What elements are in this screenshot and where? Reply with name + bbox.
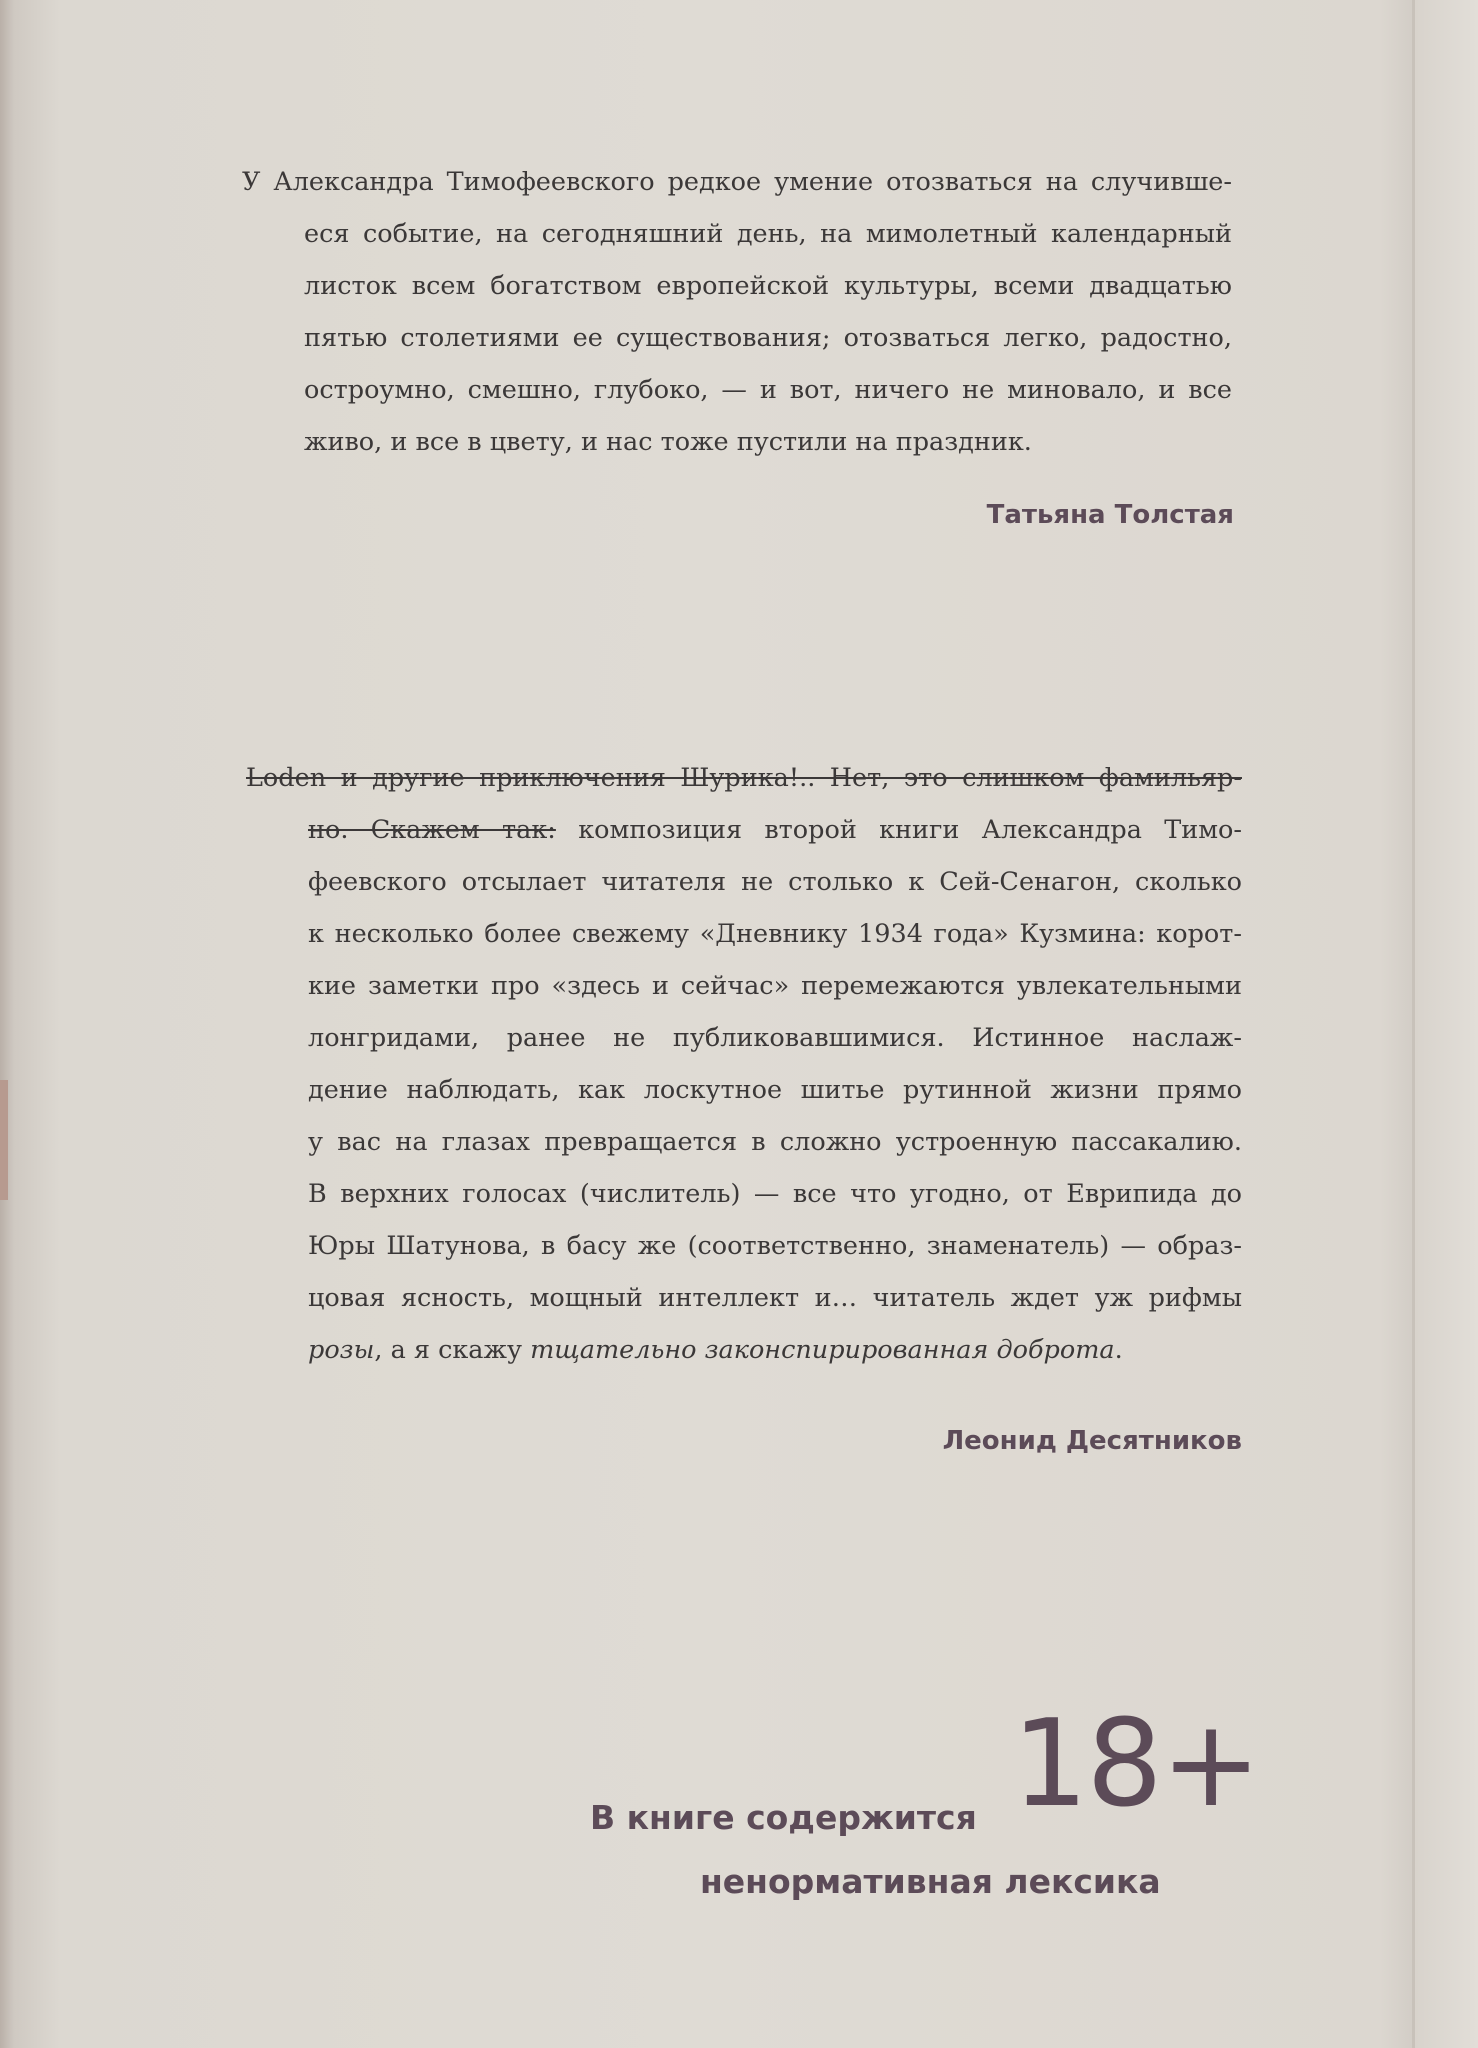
left-edge-tint xyxy=(0,1080,8,1200)
quote-line: цовая ясность, мощный интеллект и… читатель ждет уж рифмы xyxy=(308,1283,1242,1313)
quote-text: , а я скажу xyxy=(374,1335,531,1365)
struck-text: но. Скажем так: xyxy=(308,815,556,845)
quote-line: кие заметки про «здесь и сейчас» перемежаются увлекательными xyxy=(308,971,1242,1001)
quote-line: к несколько более свежему «Дневнику 1934 года» Кузмина: корот- xyxy=(308,919,1242,949)
quote-line: у вас на глазах превращается в сложно устроенную пассакалию. xyxy=(308,1127,1242,1157)
quote-line: дение наблюдать, как лоскутное шитье рутинной жизни прямо xyxy=(308,1075,1242,1105)
quote-line: феевского отсылает читателя не столько к Сей-Сенагон, сколько xyxy=(308,867,1242,897)
age-rating: 18+ xyxy=(1012,1695,1260,1834)
quote-line: У Александра Тимофеевского редкое умение отозваться на случивше- xyxy=(242,167,1232,197)
age-warning-line-1: В книге содержится xyxy=(590,1798,977,1837)
quote-line: еся событие, на сегодняшний день, на мимолетный календарный xyxy=(304,219,1232,249)
page-edge-strip xyxy=(1415,0,1478,2048)
quote-desyatnikov xyxy=(246,752,1242,1376)
quote-line: остроумно, смешно, глубоко, — и вот, ничего не миновало, и все xyxy=(304,375,1232,405)
quote-line: В верхних голосах (числитель) — все что угодно, от Еврипида до xyxy=(308,1179,1242,1209)
author-tolstaya: Татьяна Толстая xyxy=(986,500,1234,530)
struck-text: Loden и другие приключения Шурика!.. Нет, это слишком фамильяр- xyxy=(246,763,1242,793)
quote-line: листок всем богатством европейской культуры, всеми двадцатью xyxy=(304,271,1232,301)
quote-line: Юры Шатунова, в басу же (соответственно, знаменатель) — образ- xyxy=(308,1231,1242,1261)
quote-line xyxy=(246,752,1242,804)
quote-line: пятью столетиями ее существования; отозваться легко, радостно, xyxy=(304,323,1232,353)
quote-line xyxy=(246,1324,1242,1376)
age-warning-line-2: ненормативная лексика xyxy=(700,1862,1161,1901)
quote-line: лонгридами, ранее не публиковавшимися. Истинное наслаж- xyxy=(308,1023,1242,1053)
italic-text: розы xyxy=(308,1335,375,1365)
quote-line: живо, и все в цвету, и нас тоже пустили на праздник. xyxy=(304,427,1032,457)
author-desyatnikov: Леонид Десятников xyxy=(942,1426,1242,1456)
italic-text: тщательно законспирированная доброта xyxy=(530,1335,1115,1365)
quote-tolstaya xyxy=(242,156,1232,468)
quote-text: . xyxy=(1114,1335,1123,1365)
quote-text: композиция второй книги Александра Тимо- xyxy=(555,815,1243,845)
quote-line xyxy=(246,804,1242,856)
